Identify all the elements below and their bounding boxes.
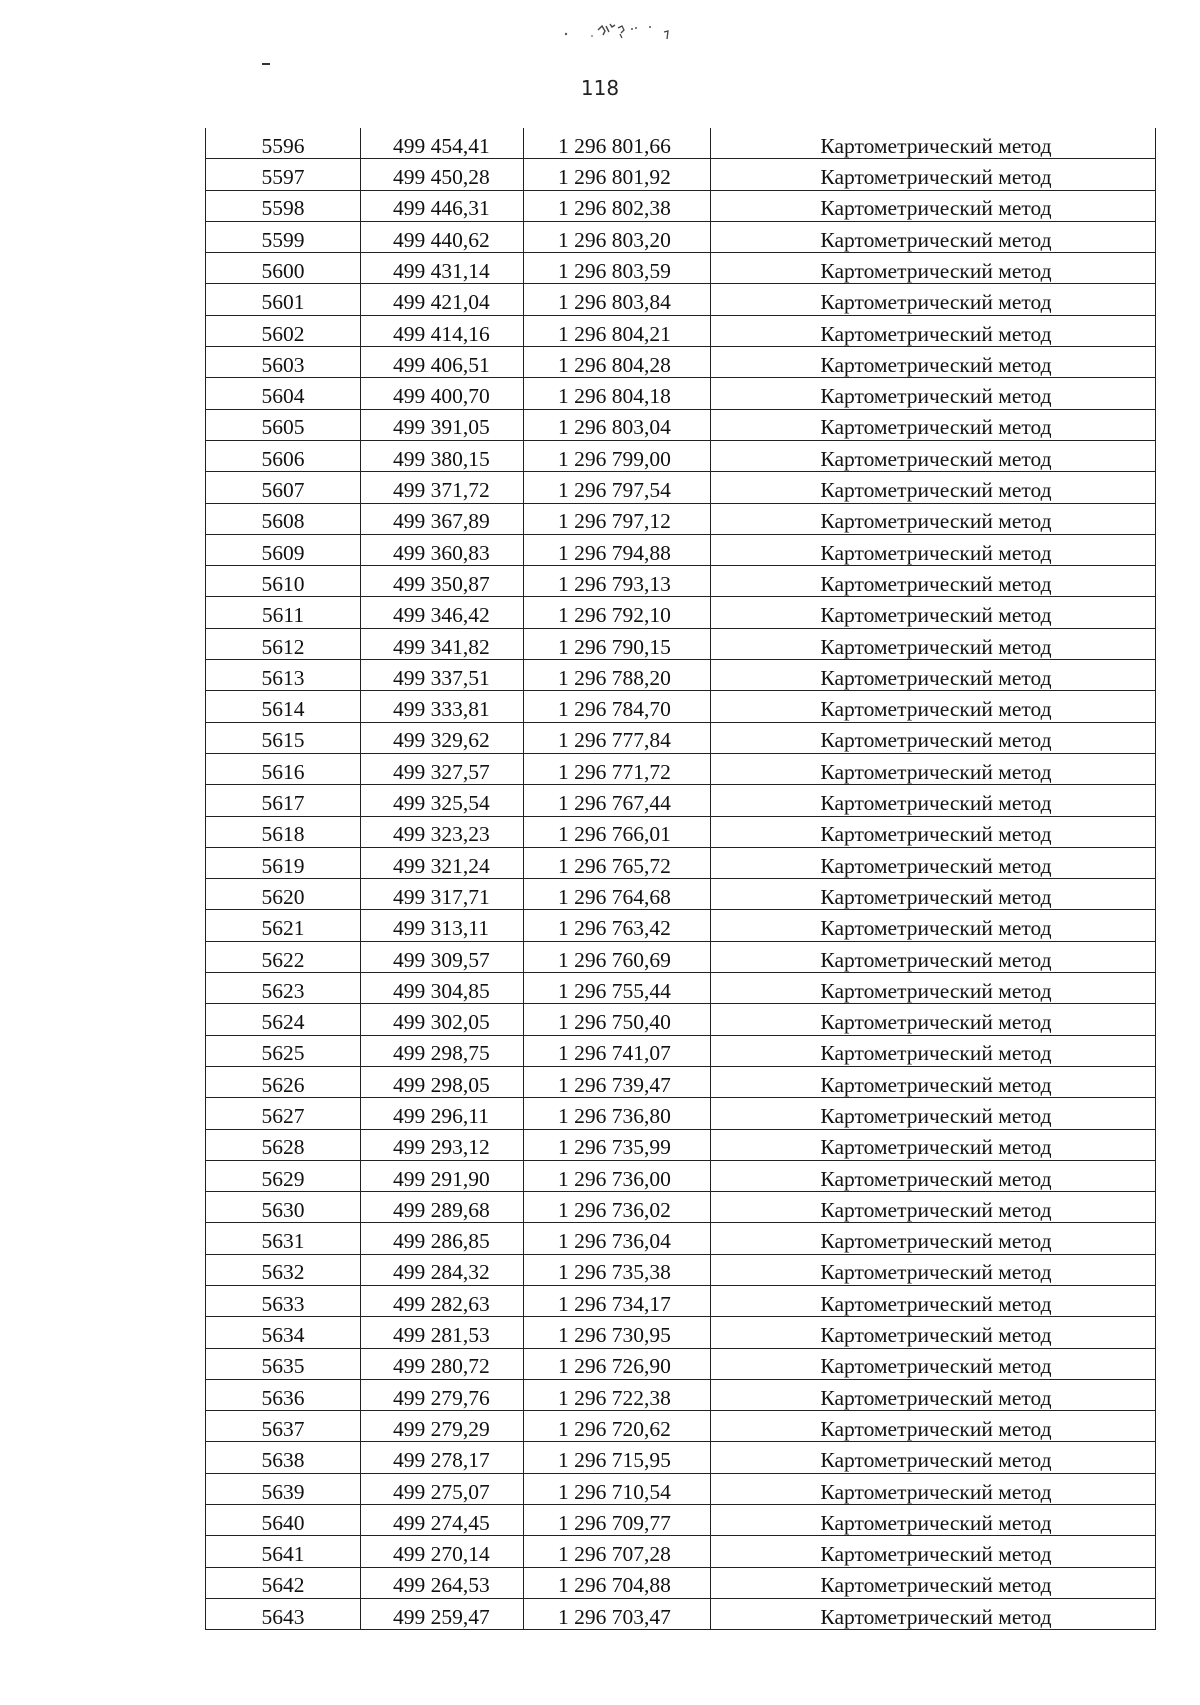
x-coordinate-cell: 499 284,32 xyxy=(361,1254,524,1285)
method-cell: Картометрический метод xyxy=(711,347,1156,378)
x-coordinate-cell: 499 259,47 xyxy=(361,1598,524,1629)
y-coordinate-cell: 1 296 720,62 xyxy=(524,1411,711,1442)
method-cell: Картометрический метод xyxy=(711,284,1156,315)
y-coordinate-cell: 1 296 736,80 xyxy=(524,1098,711,1129)
method-cell: Картометрический метод xyxy=(711,409,1156,440)
table-row xyxy=(206,1129,1156,1160)
x-coordinate-cell: 499 279,29 xyxy=(361,1411,524,1442)
x-coordinate-cell: 499 446,31 xyxy=(361,190,524,221)
x-coordinate-cell: 499 380,15 xyxy=(361,440,524,471)
y-coordinate-cell: 1 296 784,70 xyxy=(524,691,711,722)
y-coordinate-cell: 1 296 722,38 xyxy=(524,1379,711,1410)
point-number-cell: 5626 xyxy=(206,1066,361,1097)
point-number-cell: 5599 xyxy=(206,221,361,252)
method-cell: Картометрический метод xyxy=(711,221,1156,252)
method-cell: Картометрический метод xyxy=(711,1035,1156,1066)
point-number-cell: 5636 xyxy=(206,1379,361,1410)
table-row xyxy=(206,847,1156,878)
x-coordinate-cell: 499 346,42 xyxy=(361,597,524,628)
point-number-cell: 5601 xyxy=(206,284,361,315)
table-row xyxy=(206,1254,1156,1285)
point-number-cell: 5624 xyxy=(206,1004,361,1035)
method-cell: Картометрический метод xyxy=(711,1598,1156,1629)
y-coordinate-cell: 1 296 803,20 xyxy=(524,221,711,252)
point-number-cell: 5596 xyxy=(206,128,361,159)
method-cell: Картометрический метод xyxy=(711,1536,1156,1567)
point-number-cell: 5611 xyxy=(206,597,361,628)
point-number-cell: 5612 xyxy=(206,628,361,659)
y-coordinate-cell: 1 296 736,04 xyxy=(524,1223,711,1254)
table-row xyxy=(206,190,1156,221)
x-coordinate-cell: 499 337,51 xyxy=(361,660,524,691)
x-coordinate-cell: 499 360,83 xyxy=(361,534,524,565)
table-row xyxy=(206,1505,1156,1536)
x-coordinate-cell: 499 323,23 xyxy=(361,816,524,847)
table-row xyxy=(206,440,1156,471)
y-coordinate-cell: 1 296 736,02 xyxy=(524,1192,711,1223)
point-number-cell: 5618 xyxy=(206,816,361,847)
point-number-cell: 5625 xyxy=(206,1035,361,1066)
x-coordinate-cell: 499 406,51 xyxy=(361,347,524,378)
method-cell: Картометрический метод xyxy=(711,1066,1156,1097)
y-coordinate-cell: 1 296 793,13 xyxy=(524,566,711,597)
point-number-cell: 5630 xyxy=(206,1192,361,1223)
x-coordinate-cell: 499 282,63 xyxy=(361,1285,524,1316)
point-number-cell: 5621 xyxy=(206,910,361,941)
x-coordinate-cell: 499 286,85 xyxy=(361,1223,524,1254)
method-cell: Картометрический метод xyxy=(711,879,1156,910)
method-cell: Картометрический метод xyxy=(711,1348,1156,1379)
point-number-cell: 5610 xyxy=(206,566,361,597)
table-row xyxy=(206,722,1156,753)
table-row xyxy=(206,816,1156,847)
x-coordinate-cell: 499 281,53 xyxy=(361,1317,524,1348)
point-number-cell: 5620 xyxy=(206,879,361,910)
point-number-cell: 5638 xyxy=(206,1442,361,1473)
y-coordinate-cell: 1 296 709,77 xyxy=(524,1505,711,1536)
y-coordinate-cell: 1 296 735,38 xyxy=(524,1254,711,1285)
method-cell: Картометрический метод xyxy=(711,973,1156,1004)
y-coordinate-cell: 1 296 804,21 xyxy=(524,315,711,346)
point-number-cell: 5617 xyxy=(206,785,361,816)
method-cell: Картометрический метод xyxy=(711,378,1156,409)
point-number-cell: 5627 xyxy=(206,1098,361,1129)
table-row xyxy=(206,753,1156,784)
method-cell: Картометрический метод xyxy=(711,753,1156,784)
x-coordinate-cell: 499 274,45 xyxy=(361,1505,524,1536)
table-row xyxy=(206,660,1156,691)
method-cell: Картометрический метод xyxy=(711,440,1156,471)
point-number-cell: 5602 xyxy=(206,315,361,346)
point-number-cell: 5622 xyxy=(206,941,361,972)
table-row xyxy=(206,1567,1156,1598)
table-row xyxy=(206,1160,1156,1191)
point-number-cell: 5604 xyxy=(206,378,361,409)
table-row xyxy=(206,597,1156,628)
table-row xyxy=(206,159,1156,190)
point-number-cell: 5637 xyxy=(206,1411,361,1442)
point-number-cell: 5597 xyxy=(206,159,361,190)
method-cell: Картометрический метод xyxy=(711,315,1156,346)
x-coordinate-cell: 499 367,89 xyxy=(361,503,524,534)
y-coordinate-cell: 1 296 726,90 xyxy=(524,1348,711,1379)
point-number-cell: 5608 xyxy=(206,503,361,534)
x-coordinate-cell: 499 289,68 xyxy=(361,1192,524,1223)
table-row xyxy=(206,910,1156,941)
method-cell: Картометрический метод xyxy=(711,597,1156,628)
table-row xyxy=(206,534,1156,565)
y-coordinate-cell: 1 296 755,44 xyxy=(524,973,711,1004)
point-number-cell: 5607 xyxy=(206,472,361,503)
y-coordinate-cell: 1 296 801,66 xyxy=(524,128,711,159)
method-cell: Картометрический метод xyxy=(711,1411,1156,1442)
table-row xyxy=(206,1035,1156,1066)
coordinates-table xyxy=(205,128,1156,1630)
x-coordinate-cell: 499 454,41 xyxy=(361,128,524,159)
method-cell: Картометрический метод xyxy=(711,1223,1156,1254)
table-row xyxy=(206,1411,1156,1442)
method-cell: Картометрический метод xyxy=(711,190,1156,221)
table-row xyxy=(206,973,1156,1004)
y-coordinate-cell: 1 296 802,38 xyxy=(524,190,711,221)
y-coordinate-cell: 1 296 739,47 xyxy=(524,1066,711,1097)
x-coordinate-cell: 499 431,14 xyxy=(361,253,524,284)
y-coordinate-cell: 1 296 730,95 xyxy=(524,1317,711,1348)
method-cell: Картометрический метод xyxy=(711,722,1156,753)
y-coordinate-cell: 1 296 707,28 xyxy=(524,1536,711,1567)
point-number-cell: 5631 xyxy=(206,1223,361,1254)
scan-dash-mark xyxy=(262,63,270,65)
y-coordinate-cell: 1 296 767,44 xyxy=(524,785,711,816)
x-coordinate-cell: 499 325,54 xyxy=(361,785,524,816)
method-cell: Картометрический метод xyxy=(711,1505,1156,1536)
point-number-cell: 5614 xyxy=(206,691,361,722)
y-coordinate-cell: 1 296 741,07 xyxy=(524,1035,711,1066)
x-coordinate-cell: 499 350,87 xyxy=(361,566,524,597)
point-number-cell: 5615 xyxy=(206,722,361,753)
point-number-cell: 5609 xyxy=(206,534,361,565)
method-cell: Картометрический метод xyxy=(711,159,1156,190)
table-row xyxy=(206,1536,1156,1567)
method-cell: Картометрический метод xyxy=(711,1317,1156,1348)
table-row xyxy=(206,1442,1156,1473)
table-row xyxy=(206,1285,1156,1316)
table-row xyxy=(206,1348,1156,1379)
x-coordinate-cell: 499 371,72 xyxy=(361,472,524,503)
x-coordinate-cell: 499 298,05 xyxy=(361,1066,524,1097)
x-coordinate-cell: 499 296,11 xyxy=(361,1098,524,1129)
y-coordinate-cell: 1 296 764,68 xyxy=(524,879,711,910)
point-number-cell: 5623 xyxy=(206,973,361,1004)
x-coordinate-cell: 499 280,72 xyxy=(361,1348,524,1379)
y-coordinate-cell: 1 296 794,88 xyxy=(524,534,711,565)
table-row xyxy=(206,1473,1156,1504)
point-number-cell: 5642 xyxy=(206,1567,361,1598)
y-coordinate-cell: 1 296 703,47 xyxy=(524,1598,711,1629)
point-number-cell: 5600 xyxy=(206,253,361,284)
method-cell: Картометрический метод xyxy=(711,816,1156,847)
x-coordinate-cell: 499 327,57 xyxy=(361,753,524,784)
x-coordinate-cell: 499 309,57 xyxy=(361,941,524,972)
method-cell: Картометрический метод xyxy=(711,1160,1156,1191)
method-cell: Картометрический метод xyxy=(711,128,1156,159)
point-number-cell: 5633 xyxy=(206,1285,361,1316)
y-coordinate-cell: 1 296 804,28 xyxy=(524,347,711,378)
y-coordinate-cell: 1 296 736,00 xyxy=(524,1160,711,1191)
point-number-cell: 5616 xyxy=(206,753,361,784)
method-cell: Картометрический метод xyxy=(711,253,1156,284)
table-row xyxy=(206,128,1156,159)
method-cell: Картометрический метод xyxy=(711,503,1156,534)
y-coordinate-cell: 1 296 704,88 xyxy=(524,1567,711,1598)
method-cell: Картометрический метод xyxy=(711,1192,1156,1223)
y-coordinate-cell: 1 296 710,54 xyxy=(524,1473,711,1504)
method-cell: Картометрический метод xyxy=(711,1379,1156,1410)
x-coordinate-cell: 499 279,76 xyxy=(361,1379,524,1410)
table-row xyxy=(206,472,1156,503)
y-coordinate-cell: 1 296 735,99 xyxy=(524,1129,711,1160)
coordinates-table-body xyxy=(206,128,1156,1630)
y-coordinate-cell: 1 296 777,84 xyxy=(524,722,711,753)
x-coordinate-cell: 499 329,62 xyxy=(361,722,524,753)
point-number-cell: 5628 xyxy=(206,1129,361,1160)
table-row xyxy=(206,691,1156,722)
method-cell: Картометрический метод xyxy=(711,1098,1156,1129)
point-number-cell: 5640 xyxy=(206,1505,361,1536)
point-number-cell: 5606 xyxy=(206,440,361,471)
y-coordinate-cell: 1 296 797,54 xyxy=(524,472,711,503)
y-coordinate-cell: 1 296 766,01 xyxy=(524,816,711,847)
x-coordinate-cell: 499 313,11 xyxy=(361,910,524,941)
table-row xyxy=(206,409,1156,440)
x-coordinate-cell: 499 321,24 xyxy=(361,847,524,878)
point-number-cell: 5603 xyxy=(206,347,361,378)
y-coordinate-cell: 1 296 803,04 xyxy=(524,409,711,440)
x-coordinate-cell: 499 302,05 xyxy=(361,1004,524,1035)
y-coordinate-cell: 1 296 715,95 xyxy=(524,1442,711,1473)
method-cell: Картометрический метод xyxy=(711,472,1156,503)
x-coordinate-cell: 499 450,28 xyxy=(361,159,524,190)
method-cell: Картометрический метод xyxy=(711,1285,1156,1316)
y-coordinate-cell: 1 296 763,42 xyxy=(524,910,711,941)
method-cell: Картометрический метод xyxy=(711,566,1156,597)
y-coordinate-cell: 1 296 788,20 xyxy=(524,660,711,691)
point-number-cell: 5635 xyxy=(206,1348,361,1379)
y-coordinate-cell: 1 296 803,84 xyxy=(524,284,711,315)
table-row xyxy=(206,253,1156,284)
table-row xyxy=(206,879,1156,910)
table-row xyxy=(206,378,1156,409)
x-coordinate-cell: 499 391,05 xyxy=(361,409,524,440)
y-coordinate-cell: 1 296 760,69 xyxy=(524,941,711,972)
x-coordinate-cell: 499 270,14 xyxy=(361,1536,524,1567)
method-cell: Картометрический метод xyxy=(711,1129,1156,1160)
y-coordinate-cell: 1 296 790,15 xyxy=(524,628,711,659)
scan-artifact-marks xyxy=(560,14,680,48)
table-row xyxy=(206,284,1156,315)
point-number-cell: 5605 xyxy=(206,409,361,440)
method-cell: Картометрический метод xyxy=(711,534,1156,565)
x-coordinate-cell: 499 304,85 xyxy=(361,973,524,1004)
method-cell: Картометрический метод xyxy=(711,941,1156,972)
table-row xyxy=(206,1098,1156,1129)
y-coordinate-cell: 1 296 804,18 xyxy=(524,378,711,409)
point-number-cell: 5619 xyxy=(206,847,361,878)
x-coordinate-cell: 499 414,16 xyxy=(361,315,524,346)
point-number-cell: 5643 xyxy=(206,1598,361,1629)
method-cell: Картометрический метод xyxy=(711,1567,1156,1598)
x-coordinate-cell: 499 275,07 xyxy=(361,1473,524,1504)
point-number-cell: 5598 xyxy=(206,190,361,221)
table-row xyxy=(206,1598,1156,1629)
table-row xyxy=(206,628,1156,659)
table-row xyxy=(206,1317,1156,1348)
method-cell: Картометрический метод xyxy=(711,785,1156,816)
table-row xyxy=(206,1192,1156,1223)
point-number-cell: 5634 xyxy=(206,1317,361,1348)
method-cell: Картометрический метод xyxy=(711,1442,1156,1473)
table-row xyxy=(206,785,1156,816)
x-coordinate-cell: 499 421,04 xyxy=(361,284,524,315)
method-cell: Картометрический метод xyxy=(711,691,1156,722)
x-coordinate-cell: 499 440,62 xyxy=(361,221,524,252)
point-number-cell: 5629 xyxy=(206,1160,361,1191)
method-cell: Картометрический метод xyxy=(711,1004,1156,1035)
y-coordinate-cell: 1 296 801,92 xyxy=(524,159,711,190)
y-coordinate-cell: 1 296 797,12 xyxy=(524,503,711,534)
method-cell: Картометрический метод xyxy=(711,1254,1156,1285)
point-number-cell: 5613 xyxy=(206,660,361,691)
x-coordinate-cell: 499 264,53 xyxy=(361,1567,524,1598)
table-row xyxy=(206,566,1156,597)
x-coordinate-cell: 499 278,17 xyxy=(361,1442,524,1473)
x-coordinate-cell: 499 341,82 xyxy=(361,628,524,659)
x-coordinate-cell: 499 293,12 xyxy=(361,1129,524,1160)
table-row xyxy=(206,347,1156,378)
x-coordinate-cell: 499 400,70 xyxy=(361,378,524,409)
point-number-cell: 5641 xyxy=(206,1536,361,1567)
table-row xyxy=(206,221,1156,252)
table-row xyxy=(206,941,1156,972)
x-coordinate-cell: 499 291,90 xyxy=(361,1160,524,1191)
table-row xyxy=(206,503,1156,534)
method-cell: Картометрический метод xyxy=(711,847,1156,878)
y-coordinate-cell: 1 296 765,72 xyxy=(524,847,711,878)
y-coordinate-cell: 1 296 803,59 xyxy=(524,253,711,284)
point-number-cell: 5639 xyxy=(206,1473,361,1504)
page-number: 118 xyxy=(580,76,620,100)
y-coordinate-cell: 1 296 734,17 xyxy=(524,1285,711,1316)
table-row xyxy=(206,1004,1156,1035)
table-row xyxy=(206,1066,1156,1097)
x-coordinate-cell: 499 333,81 xyxy=(361,691,524,722)
y-coordinate-cell: 1 296 771,72 xyxy=(524,753,711,784)
y-coordinate-cell: 1 296 799,00 xyxy=(524,440,711,471)
table-row xyxy=(206,315,1156,346)
x-coordinate-cell: 499 317,71 xyxy=(361,879,524,910)
x-coordinate-cell: 499 298,75 xyxy=(361,1035,524,1066)
method-cell: Картометрический метод xyxy=(711,628,1156,659)
table-row xyxy=(206,1223,1156,1254)
method-cell: Картометрический метод xyxy=(711,910,1156,941)
y-coordinate-cell: 1 296 792,10 xyxy=(524,597,711,628)
method-cell: Картометрический метод xyxy=(711,1473,1156,1504)
point-number-cell: 5632 xyxy=(206,1254,361,1285)
method-cell: Картометрический метод xyxy=(711,660,1156,691)
table-row xyxy=(206,1379,1156,1410)
y-coordinate-cell: 1 296 750,40 xyxy=(524,1004,711,1035)
